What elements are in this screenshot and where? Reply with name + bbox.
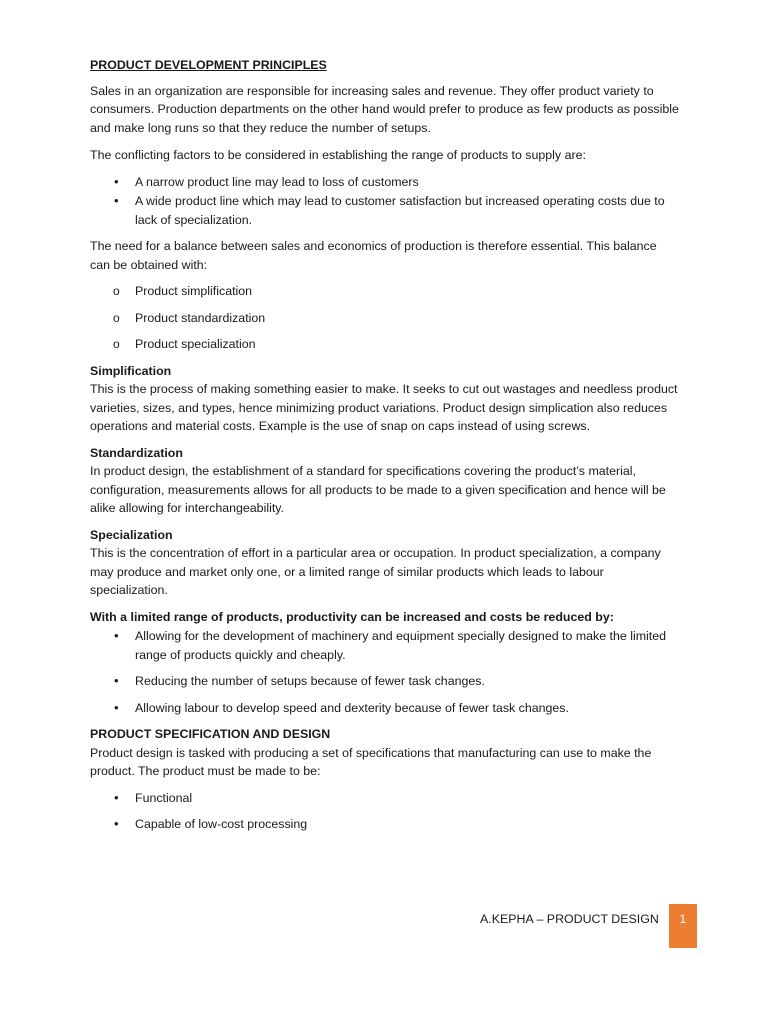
standardization-heading: Standardization — [90, 445, 183, 460]
list-item: • Functional — [90, 789, 680, 808]
simplification-heading: Simplification — [90, 363, 172, 378]
standardization-text: In product design, the establishment of a standard for specifications covering the product’s material, configuration, measurements allows for all products to be made to a given specification and hence will be alike allowing for interchangeability. — [90, 464, 666, 515]
balance-paragraph: The need for a balance between sales and economics of production is therefore essential. This balance can be obtained with: — [90, 239, 657, 272]
factors-list — [90, 173, 680, 230]
spec-design-text: Product design is tasked with producing a set of specifications that manufacturing can use to make the product. The product must be made to be: — [90, 745, 652, 778]
page-footer — [480, 904, 697, 948]
spec-design-heading: PRODUCT SPECIFICATION AND DESIGN — [90, 727, 331, 741]
intro-paragraph: Sales in an organization are responsible for increasing sales and revenue. They offer product variety to consumers. Production departments on the other hand would prefer to produce as few products as possible and make long runs so that they reduce the number of setups. — [90, 83, 679, 135]
standardization-section — [90, 444, 680, 518]
list-item: o Product standardization — [90, 309, 680, 328]
limited-range-heading: With a limited range of products, productivity can be increased and costs be reduced by: — [90, 609, 614, 624]
page-number: 1 — [669, 904, 697, 948]
simplification-text: This is the process of making something easier to make. It seeks to cut out wastages and needless product varieties, sizes, and types, hence minimizing product variations. Product design simplication also reduces operations and material costs. Example is the use of snap on caps instead of using screws. — [90, 382, 678, 433]
list-item: • Reducing the number of setups because of fewer task changes. — [90, 672, 680, 691]
list-item: • A narrow product line may lead to loss of customers — [90, 173, 680, 192]
options-list — [90, 282, 680, 354]
page-title: PRODUCT DEVELOPMENT PRINCIPLES — [90, 58, 327, 72]
specialization-text: This is the concentration of effort in a particular area or occupation. In product specialization, a company may produce and market only one, or a limited range of similar products which leads to labour specialization. — [90, 546, 661, 597]
document-page — [90, 56, 680, 842]
spec-design-section — [90, 725, 680, 781]
specialization-heading: Specialization — [90, 527, 173, 542]
list-item: • Allowing labour to develop speed and dexterity because of fewer task changes. — [90, 699, 680, 718]
simplification-section — [90, 362, 680, 436]
list-item: o Product specialization — [90, 335, 680, 354]
conflicting-factors-paragraph: The conflicting factors to be considered in establishing the range of products to supply are: — [90, 148, 586, 162]
footer-text: A.KEPHA – PRODUCT DESIGN — [480, 912, 659, 926]
list-item: • Capable of low-cost processing — [90, 815, 680, 834]
spec-design-list — [90, 789, 680, 834]
list-item: • Allowing for the development of machinery and equipment specially designed to make the limited range of products quickly and cheaply. — [90, 627, 680, 664]
list-item: • A wide product line which may lead to customer satisfaction but increased operating costs due to lack of specialization. — [90, 192, 680, 229]
list-item: o Product simplification — [90, 282, 680, 301]
limited-range-list — [90, 627, 680, 717]
specialization-section — [90, 526, 680, 600]
